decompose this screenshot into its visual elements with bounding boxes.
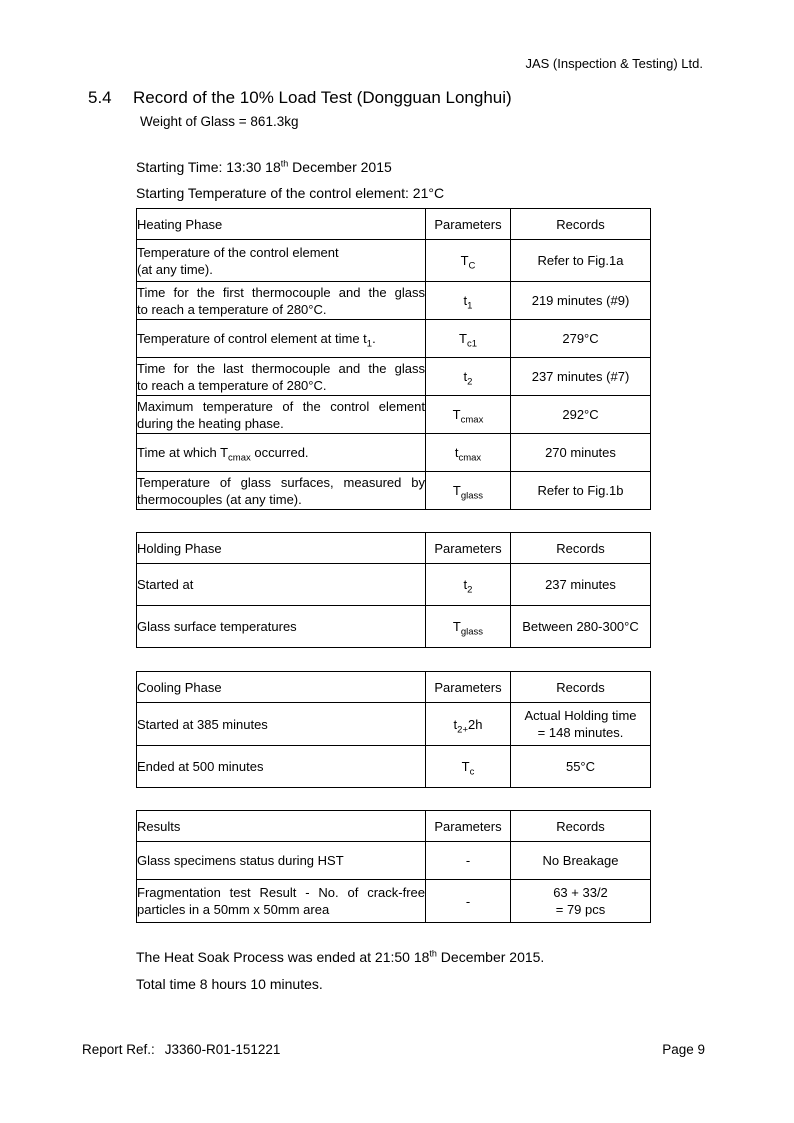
starting-temperature-line: Starting Temperature of the control element: 21°C xyxy=(136,185,445,201)
row-param: $T_{cmax}$ xyxy=(426,396,511,434)
row-desc: Temperature of control element at time $t_1$. xyxy=(137,331,376,350)
parameters-header-cell: Parameters xyxy=(426,811,511,842)
row-desc: Glass specimens status during HST xyxy=(137,853,344,868)
records-header-cell: Records xyxy=(511,811,651,842)
row-desc-line2: to reach a temperature of 280°C. xyxy=(137,377,327,393)
holding-phase-table xyxy=(136,532,651,648)
row-record: 270 minutes xyxy=(511,434,651,472)
row-record: 237 minutes (#7) xyxy=(511,358,651,396)
table-row xyxy=(137,606,651,648)
parameters-header-cell: Parameters xyxy=(426,209,511,240)
row-desc-line2: to reach a temperature of 280°C. xyxy=(137,301,327,317)
cooling-phase-table xyxy=(136,671,651,788)
row-record: No Breakage xyxy=(511,842,651,880)
row-param: $T_{glass}$ xyxy=(426,606,511,648)
total-time-line: Total time 8 hours 10 minutes. xyxy=(136,976,323,992)
row-desc: Ended at 500 minutes xyxy=(137,759,264,774)
row-desc: Glass surface temperatures xyxy=(137,619,297,634)
row-param: $t_{cmax}$ xyxy=(426,434,511,472)
section-number: 5.4 xyxy=(88,88,112,107)
row-record: 63 + 33/2 = 79 pcs xyxy=(511,880,651,923)
ending-line: The Heat Soak Process was ended at 21:50 18th December 2015. xyxy=(136,948,545,965)
records-header-cell: Records xyxy=(511,533,651,564)
table-title-cell: Cooling Phase xyxy=(137,672,426,703)
row-desc: Time at which $T_{cmax}$ occurred. xyxy=(137,445,309,464)
table-row xyxy=(137,358,651,396)
table-row xyxy=(137,396,651,434)
row-desc-line2: particles in a 50mm x 50mm area xyxy=(137,902,330,917)
row-desc-line2: (at any time). xyxy=(137,261,213,277)
ordinal-superscript: th xyxy=(429,948,437,959)
table-row xyxy=(137,240,651,282)
report-ref xyxy=(82,1042,280,1057)
row-desc: Time for the first thermocouple and the glass xyxy=(137,284,425,300)
row-record: 237 minutes xyxy=(511,564,651,606)
row-param: - xyxy=(426,842,511,880)
table-header-row xyxy=(137,811,651,842)
row-param: $T_C$ xyxy=(426,240,511,282)
table-row xyxy=(137,282,651,320)
table-header-row xyxy=(137,672,651,703)
table-title-cell: Results xyxy=(137,811,426,842)
row-record: Actual Holding time = 148 minutes. xyxy=(511,703,651,746)
page-number: Page 9 xyxy=(662,1042,705,1057)
weight-line: Weight of Glass = 861.3kg xyxy=(140,114,299,129)
row-record: Refer to Fig.1a xyxy=(511,240,651,282)
section-title: Record of the 10% Load Test (Dongguan Longhui) xyxy=(133,88,512,107)
table-row xyxy=(137,434,651,472)
parameters-header-cell: Parameters xyxy=(426,533,511,564)
row-param: $t_2$ xyxy=(426,358,511,396)
records-header-cell: Records xyxy=(511,672,651,703)
table-title-cell: Holding Phase xyxy=(137,533,426,564)
table-row xyxy=(137,880,651,923)
table-header-row xyxy=(137,209,651,240)
table-header-row xyxy=(137,533,651,564)
ordinal-superscript: th xyxy=(280,158,289,169)
row-desc: Temperature of glass surfaces, measured by xyxy=(137,474,425,490)
parameters-header-cell: Parameters xyxy=(426,672,511,703)
row-param: - xyxy=(426,880,511,923)
row-desc: Started at 385 minutes xyxy=(137,716,268,732)
row-param: $T_{glass}$ xyxy=(426,472,511,510)
report-ref-label: Report Ref.: xyxy=(82,1042,155,1057)
row-param: $T_{c1}$ xyxy=(426,320,511,358)
row-desc: Maximum temperature of the control element xyxy=(137,398,425,414)
starting-time-line: Starting Time: 13:30 18th December 2015 xyxy=(136,158,392,175)
row-param: $T_c$ xyxy=(426,746,511,788)
results-table xyxy=(136,810,651,923)
row-record: Refer to Fig.1b xyxy=(511,472,651,510)
row-desc: Time for the last thermocouple and the glass xyxy=(137,360,425,376)
row-record: Between 280-300°C xyxy=(511,606,651,648)
row-record: 55°C xyxy=(511,746,651,788)
row-record: 292°C xyxy=(511,396,651,434)
table-row xyxy=(137,564,651,606)
row-param: $t_{2+}2h$ xyxy=(426,703,511,746)
table-row xyxy=(137,746,651,788)
row-desc: Fragmentation test Result - No. of crack-free xyxy=(137,885,425,900)
row-desc: Temperature of the control element xyxy=(137,244,339,260)
table-title-cell: Heating Phase xyxy=(137,209,426,240)
row-param: $t_2$ xyxy=(426,564,511,606)
row-record: 219 minutes (#9) xyxy=(511,282,651,320)
company-header: JAS (Inspection & Testing) Ltd. xyxy=(525,56,703,71)
row-param: $t_1$ xyxy=(426,282,511,320)
row-record: 279°C xyxy=(511,320,651,358)
row-desc-line2: thermocouples (at any time). xyxy=(137,491,302,507)
table-row xyxy=(137,320,651,358)
table-row xyxy=(137,703,651,746)
table-row xyxy=(137,842,651,880)
row-desc: Started at xyxy=(137,577,194,592)
heating-phase-table xyxy=(136,208,651,510)
records-header-cell: Records xyxy=(511,209,651,240)
row-desc-line2: during the heating phase. xyxy=(137,415,284,431)
table-row xyxy=(137,472,651,510)
report-ref-value: J3360-R01-151221 xyxy=(164,1042,281,1057)
